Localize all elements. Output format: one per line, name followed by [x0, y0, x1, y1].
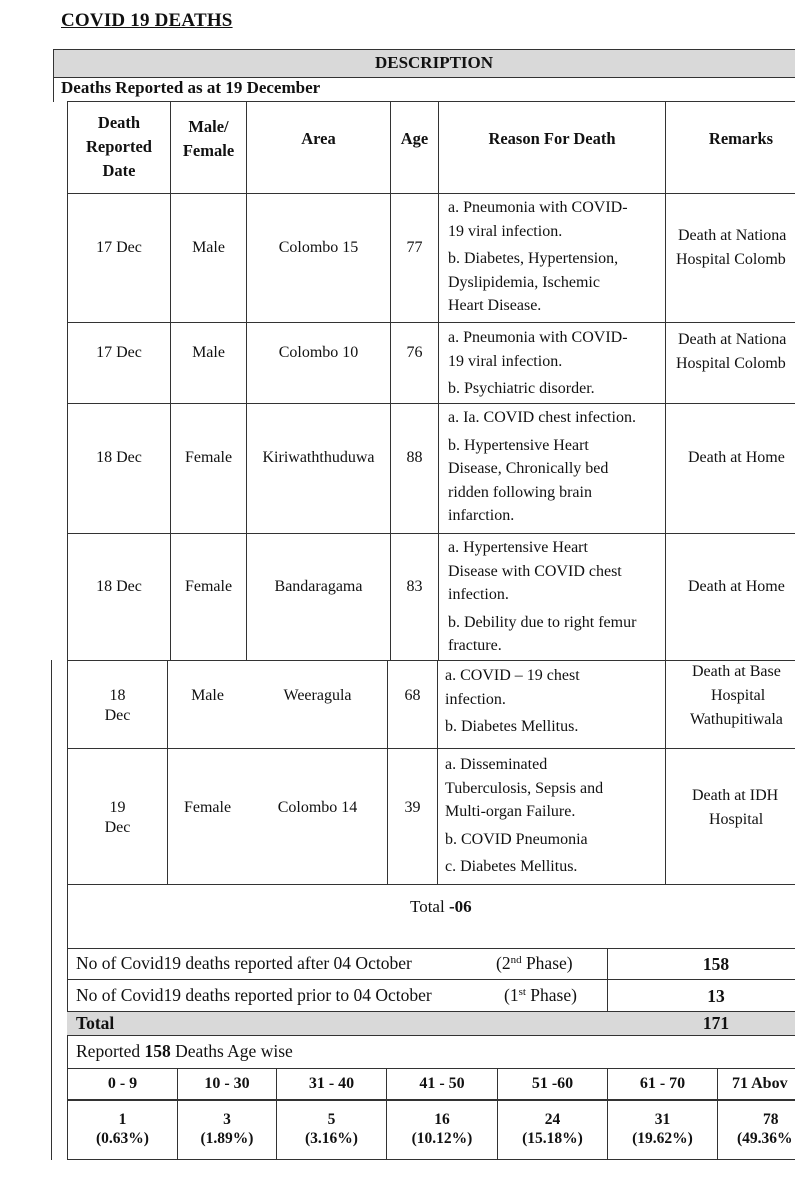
summary-total-label: Total: [76, 1013, 115, 1033]
reason-line: 19 viral infection.: [448, 352, 563, 370]
age-count: 31: [654, 1111, 671, 1128]
reported-as-at: Deaths Reported as at 19 December: [61, 78, 321, 97]
remarks-line: Hospital Colomb: [676, 251, 786, 268]
age-count: 24: [544, 1111, 561, 1128]
page-title: COVID 19 DEATHS: [61, 10, 233, 31]
col-header-remarks: Remarks: [708, 128, 774, 148]
total-deaths-value: -06: [448, 897, 472, 916]
row-remarks: [666, 659, 795, 733]
row-age: 88: [406, 449, 423, 466]
remarks-line: Death at Base: [692, 663, 781, 680]
col-header-date-line3: Date: [102, 161, 136, 180]
reason-line: infection.: [448, 586, 509, 603]
row-area: Kiriwaththuduwa: [262, 449, 375, 466]
reason-line: b. Hypertensive Heart: [448, 436, 589, 454]
remarks-line: Death at Home: [688, 449, 785, 466]
col-header-sex: [171, 101, 246, 176]
age-header: 31 - 40: [308, 1075, 355, 1092]
row-remarks: [666, 575, 795, 599]
row-reason: [448, 196, 663, 318]
reason-line: Dyslipidemia, Ischemic: [448, 273, 600, 291]
date-line: 18: [109, 687, 126, 704]
row-sex: Female: [184, 578, 233, 595]
reason-line: 19 viral infection.: [448, 222, 563, 240]
reason-line: Heart Disease.: [448, 297, 542, 314]
total-deaths-label: Total: [410, 897, 449, 916]
age-percent: (49.36%: [737, 1130, 793, 1147]
remarks-line: Hospital: [709, 811, 764, 828]
summary-prior-value: 13: [707, 986, 725, 1006]
row-age: 68: [404, 687, 421, 704]
reason-line: Disease with COVID chest: [448, 562, 622, 580]
row-age: 76: [406, 344, 423, 361]
row-date: 18 Dec: [96, 578, 142, 595]
date-line: 19: [109, 799, 126, 816]
col-header-date-line2: Reported: [86, 137, 152, 156]
age-count: 16: [434, 1111, 450, 1128]
age-wise-label: [76, 1041, 293, 1062]
col-header-sex-line2: Female: [182, 140, 235, 160]
remarks-line: Death at Nationa: [678, 227, 787, 244]
row-sex: Male: [191, 687, 224, 704]
reason-line: b. Debility due to right femur: [448, 613, 637, 631]
reason-line: b. Psychiatric disorder.: [448, 380, 595, 397]
phase-end: Phase): [521, 953, 573, 973]
remarks-line: Wathupitiwala: [690, 711, 783, 728]
row-date: 17 Dec: [96, 239, 142, 256]
remarks-line: Hospital: [711, 687, 766, 704]
reason-line: c. Diabetes Mellitus.: [445, 858, 578, 875]
reason-line: b. Diabetes, Hypertension,: [448, 250, 619, 267]
age-header: 0 - 9: [107, 1075, 138, 1092]
row-date: [68, 796, 167, 840]
age-value: [387, 1110, 497, 1148]
row-remarks: [666, 784, 795, 832]
date-line: Dec: [104, 819, 131, 836]
row-age: 83: [406, 578, 423, 595]
age-value: [608, 1110, 717, 1148]
age-percent: (1.89%): [200, 1130, 254, 1147]
remarks-line: Death at Home: [688, 578, 785, 595]
reason-line: ridden following brain: [448, 483, 592, 501]
age-count: 78: [763, 1111, 779, 1128]
row-reason: [448, 326, 663, 401]
phase-sup: st: [518, 986, 526, 998]
row-date: 17 Dec: [96, 344, 142, 361]
age-value: [277, 1110, 386, 1148]
row-sex: Male: [192, 344, 225, 361]
age-value: [718, 1110, 795, 1148]
col-header-date: [68, 101, 170, 193]
row-sex: Female: [183, 799, 232, 816]
reason-line: infection.: [445, 690, 506, 708]
row-sex: Female: [184, 449, 233, 466]
row-sex: Male: [192, 239, 225, 256]
age-count: 1: [118, 1111, 127, 1128]
description-label: DESCRIPTION: [374, 53, 494, 72]
remarks-line: Death at IDH: [692, 787, 779, 804]
row-area: Colombo 15: [278, 239, 359, 256]
row-area: Bandaragama: [274, 578, 363, 595]
age-count: 3: [223, 1111, 231, 1128]
age-header: 71 Abov: [732, 1075, 788, 1092]
reason-line: a. Pneumonia with COVID-: [448, 329, 628, 346]
reason-line: a. Hypertensive Heart: [448, 539, 588, 556]
summary-after-value: 158: [702, 954, 730, 974]
col-header-age: Age: [400, 128, 429, 148]
reason-line: Tuberculosis, Sepsis and: [445, 779, 604, 797]
reason-line: b. COVID Pneumonia: [445, 830, 588, 848]
remarks-line: Death at Nationa: [678, 331, 787, 348]
age-percent: (15.18%): [522, 1130, 583, 1147]
row-date: [68, 684, 167, 728]
phase-sup: nd: [510, 954, 522, 966]
phase-end: Phase): [525, 985, 577, 1005]
reason-line: Multi-organ Failure.: [445, 803, 576, 820]
age-wise-label-post: Deaths Age wise: [170, 1041, 293, 1061]
age-value: [178, 1110, 276, 1148]
reason-line: infarction.: [448, 507, 515, 524]
reason-line: Disease, Chronically bed: [448, 460, 609, 477]
row-age: 77: [406, 239, 423, 256]
row-age: 39: [404, 799, 421, 816]
reason-line: fracture.: [448, 637, 502, 654]
row-remarks: [666, 446, 795, 470]
age-percent: (3.16%): [305, 1130, 358, 1147]
col-header-date-line1: Death: [97, 113, 141, 132]
reason-line: a. Pneumonia with COVID-: [448, 199, 628, 216]
age-wise-label-pre: Reported: [76, 1041, 145, 1061]
summary-prior-phase: [504, 985, 577, 1006]
age-header: 51 -60: [531, 1075, 574, 1092]
age-header: 10 - 30: [204, 1075, 250, 1092]
row-area: Weeragula: [283, 687, 352, 704]
row-reason: [448, 406, 663, 528]
age-value: [498, 1110, 607, 1148]
row-date: 18 Dec: [96, 449, 142, 466]
summary-after-text: No of Covid19 deaths reported after 04 October: [76, 953, 412, 973]
row-remarks: [666, 224, 795, 272]
col-header-area: Area: [301, 128, 336, 148]
row-reason: [445, 753, 663, 879]
age-header: 61 - 70: [639, 1075, 686, 1092]
row-area: Colombo 10: [278, 344, 359, 361]
age-percent: (0.63%): [96, 1130, 149, 1147]
summary-prior-text: No of Covid19 deaths reported prior to 04 October: [76, 985, 432, 1005]
age-count: 5: [327, 1111, 336, 1128]
row-reason: [448, 536, 663, 658]
total-deaths-row: [410, 897, 472, 917]
remarks-line: Hospital Colomb: [676, 355, 786, 372]
summary-after-phase: [496, 953, 573, 974]
age-header: 41 - 50: [419, 1075, 465, 1092]
age-percent: (19.62%): [632, 1130, 693, 1147]
row-area: Colombo 14: [277, 799, 358, 816]
phase-num: (2: [496, 953, 511, 973]
col-header-reason: Reason For Death: [488, 128, 616, 148]
row-reason: [445, 664, 663, 739]
col-header-sex-line1: Male/: [188, 116, 229, 136]
age-wise-label-num: 158: [144, 1041, 171, 1061]
date-line: Dec: [104, 707, 131, 724]
reason-line: a. COVID – 19 chest: [445, 667, 580, 684]
phase-num: (1: [504, 985, 519, 1005]
row-remarks: [666, 328, 795, 376]
reason-line: b. Diabetes Mellitus.: [445, 718, 579, 735]
reason-line: a. Disseminated: [445, 756, 548, 773]
age-value: [68, 1110, 177, 1148]
summary-total-value: 171: [702, 1013, 730, 1033]
age-percent: (10.12%): [411, 1130, 473, 1147]
reason-line: a. Ia. COVID chest infection.: [448, 409, 636, 426]
